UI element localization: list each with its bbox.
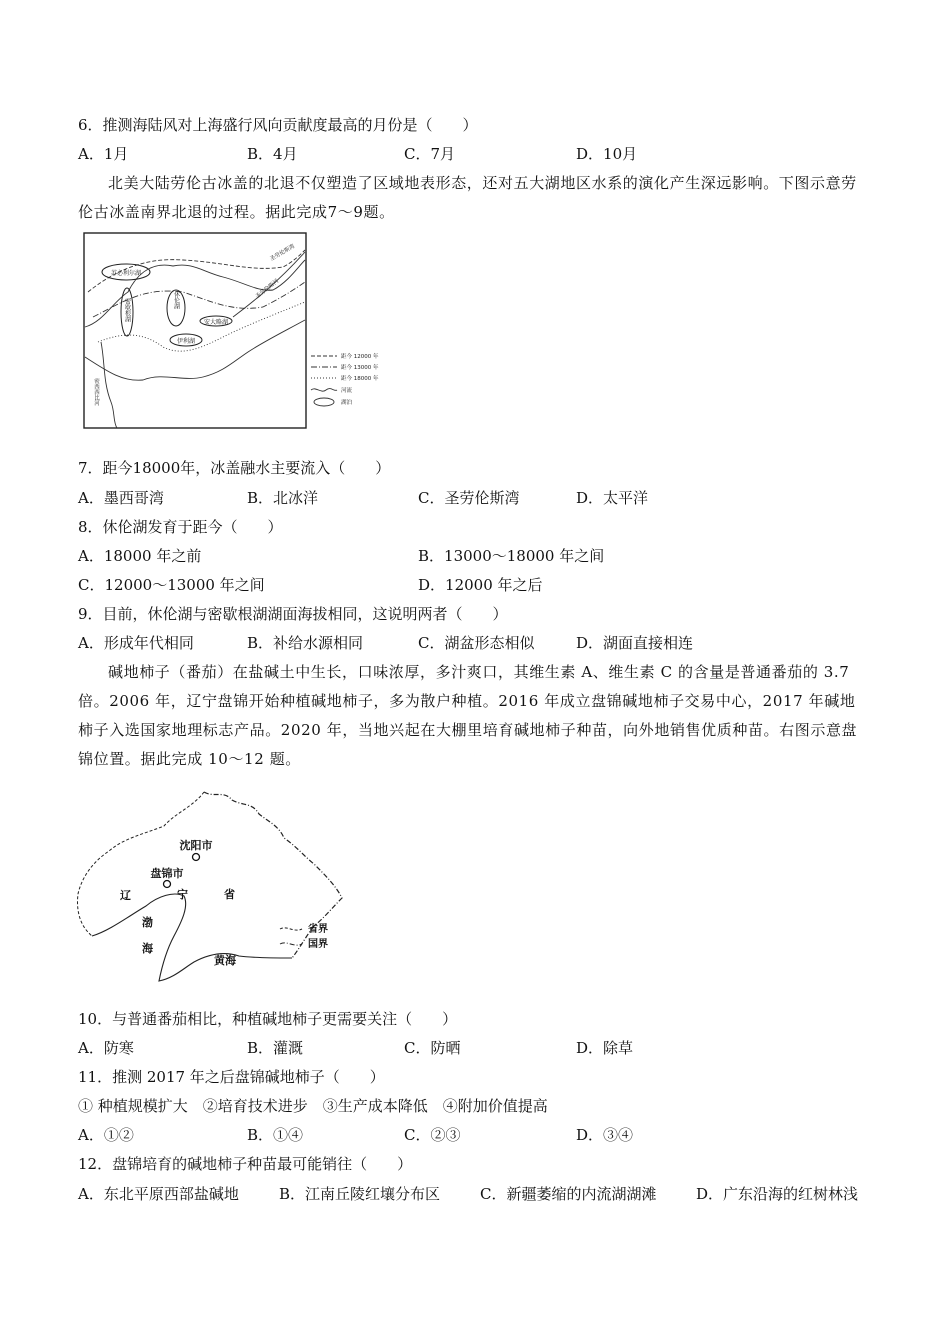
q7-option-b: B．北冰洋	[247, 489, 319, 507]
label-ontario: 安大略湖	[203, 319, 229, 326]
shenyang-marker	[193, 854, 200, 861]
q7-option-c: C．圣劳伦斯湾	[418, 489, 520, 507]
label-sheng: 省	[224, 888, 235, 901]
svg-text:湖泊: 湖泊	[341, 400, 353, 406]
panjin-marker	[164, 881, 171, 888]
q7-option-a: A．墨西哥湾	[78, 489, 164, 507]
ice-sheet-map-legend	[311, 352, 379, 406]
q12-option-b: B．江南丘陵红壤分布区	[279, 1185, 441, 1203]
q8-option-c: C．12000～13000 年之间	[78, 576, 265, 594]
q6-option-b: B．4月	[247, 145, 298, 163]
q9-option-d: D．湖面直接相连	[576, 634, 694, 652]
ice-sheet-map	[83, 232, 383, 430]
label-hai: 海	[142, 942, 153, 955]
q11-option-c: C．②③	[404, 1126, 461, 1144]
label-erie: 伊利湖	[176, 338, 196, 345]
q9-stem: 9．目前，休伦湖与密歇根湖湖面海拔相同，这说明两者（ ）	[78, 605, 508, 623]
q8-option-a: A．18000 年之前	[78, 547, 202, 565]
q9-option-c: C．湖盆形态相似	[418, 634, 535, 652]
svg-text:国界: 国界	[308, 939, 328, 950]
q6-stem: 6．推测海陆风对上海盛行风向贡献度最高的月份是（ ）	[78, 116, 478, 134]
label-mississippi: 密西西比河	[93, 378, 99, 406]
q8-option-d: D．12000 年之后	[418, 576, 543, 594]
q6-option-c: C．7月	[404, 145, 456, 163]
intro-paragraph-1: 北美大陆劳伦古冰盖的北退不仅塑造了区域地表形态，还对五大湖地区水系的演化产生深远影响。下图示意劳伦古冰盖南界北退的过程。据此完成7～9题。	[78, 174, 857, 221]
label-panjin: 盘锦市	[150, 867, 184, 880]
q6-option-d: D．10月	[576, 145, 638, 163]
svg-text:河流: 河流	[341, 388, 353, 394]
svg-text:距今 18000 年: 距今 18000 年	[341, 376, 379, 382]
q10-option-d: D．除草	[576, 1039, 634, 1057]
label-liao: 辽	[120, 889, 131, 902]
svg-text:距今 12000 年: 距今 12000 年	[341, 354, 379, 360]
intro-paragraph-2: 碱地柿子（番茄）在盐碱土中生长，口味浓厚，多汁爽口，其维生素 A、维生素 C 的含量是普通番茄的 3.7 倍。2006 年，辽宁盘锦开始种植碱地柿子，多为散户种植。2016 年成立盘锦碱地柿子交易中心，2017 年碱地柿子入选国家地理标志产品。2020 年，当地兴起在大棚里培育碱地柿子种苗，向外地销售优质种苗。右图示意盘锦位置。据此完成 10～12 题。	[78, 663, 858, 768]
label-stlawrence-bay: 圣劳伦斯湾	[269, 243, 296, 263]
panjin-map-legend	[280, 922, 328, 950]
q11-option-d: D．③④	[576, 1126, 634, 1144]
q8-option-b: B．13000～18000 年之间	[418, 547, 605, 565]
q11-option-a: A．①②	[78, 1126, 134, 1144]
label-superior: 苏必利尔湖	[110, 270, 142, 277]
q11-statements: ① 种植规模扩大 ②培育技术进步 ③生产成本降低 ④附加价值提高	[78, 1097, 548, 1115]
label-huron: 休伦湖	[172, 291, 180, 309]
q7-option-d: D．太平洋	[576, 489, 649, 507]
label-ning: 宁	[177, 888, 188, 901]
q7-stem: 7．距今18000年，冰盖融水主要流入（ ）	[78, 459, 391, 477]
q10-option-b: B．灌溉	[247, 1039, 304, 1057]
label-shenyang: 沈阳市	[179, 839, 213, 852]
q9-option-a: A．形成年代相同	[78, 634, 194, 652]
panjin-location-map	[74, 786, 354, 986]
q9-option-b: B．补给水源相同	[247, 634, 364, 652]
q10-option-a: A．防寒	[78, 1039, 134, 1057]
q10-option-c: C．防晒	[404, 1039, 461, 1057]
q10-stem: 10．与普通番茄相比，种植碱地柿子更需要关注（ ）	[78, 1010, 458, 1028]
svg-text:距今 13000 年: 距今 13000 年	[341, 365, 379, 371]
q12-stem: 12．盘锦培育的碱地柿子种苗最可能销往（ ）	[78, 1155, 413, 1173]
q11-option-b: B．①④	[247, 1126, 304, 1144]
label-bo: 渤	[142, 916, 153, 929]
q12-option-a: A．东北平原西部盐碱地	[78, 1185, 239, 1203]
q12-option-d: D．广东沿海的红树林浅	[696, 1185, 859, 1203]
label-huanghai: 黄海	[214, 954, 236, 967]
q11-stem: 11．推测 2017 年之后盘锦碱地柿子（ ）	[78, 1068, 385, 1086]
q6-option-a: A．1月	[78, 145, 129, 163]
q12-option-c: C．新疆萎缩的内流湖湖滩	[480, 1185, 657, 1203]
label-michigan: 密歇根湖	[123, 298, 131, 322]
label-stlawrence-river: 圣劳伦斯河	[254, 278, 281, 301]
q8-stem: 8．休伦湖发育于距今（ ）	[78, 518, 283, 536]
svg-text:省界: 省界	[308, 924, 328, 935]
